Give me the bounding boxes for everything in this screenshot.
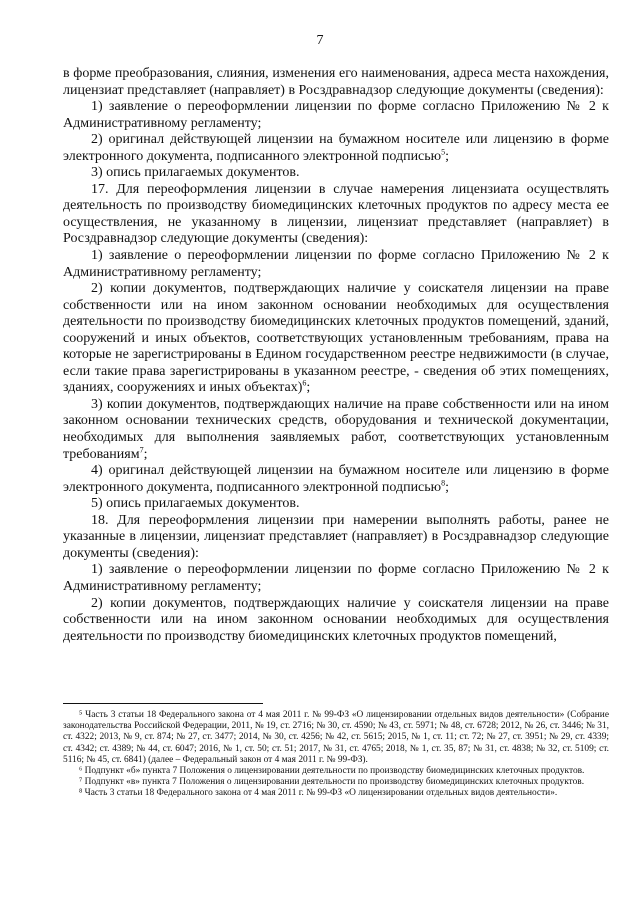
list-item: 5) опись прилагаемых документов. xyxy=(91,496,300,512)
footnote-ref: 5 xyxy=(441,147,446,157)
paragraph: 18. Для переоформления лицензии при намерении выполнять работы, ранее не указанные в лицензии, лицензиат представляет (направляет) в Росздравнадзор следующие документы (сведения): xyxy=(63,512,609,561)
paragraph-punct: ; xyxy=(445,479,450,495)
footnote-ref: 8 xyxy=(441,478,446,488)
list-item: 2) копии документов, подтверждающих наличие у соискателя лицензии на праве собственности или на ином законном основании необходимых для осуществления деятельности по производству биомедицинских клеточных продуктов помещений, xyxy=(63,595,609,644)
paragraph-text: 3) копии документов, подтверждающих наличие на праве собственности или на ином законном основании технических средств, оборудования и технической документации, необходимых для выполнения заявляемых работ, соответствующих установленным требованиям xyxy=(63,396,609,462)
list-item xyxy=(63,132,609,165)
footnotes xyxy=(63,710,609,800)
paragraph-text: 2) оригинал действующей лицензии на бумажном носителе или лицензию в форме электронного документа, подписанного электронной подписью xyxy=(63,132,609,164)
list-item: 3) опись прилагаемых документов. xyxy=(91,165,300,181)
footnote: ⁵ Часть 3 статьи 18 Федерального закона от 4 мая 2011 г. № 99-ФЗ «О лицензировании отдельных видов деятельности» (Собрание законодательства Российской Федерации, 2011, № 19, ст. 2716; № 30, ст. 4590; № 43, ст. 5971; № 48, ст. 6728; 2012, № 26, ст. 3446; № 31, ст. 4322; 2013, № 9, ст. 874; № 27, ст. 3477; 2014, № 30, ст. 4256; № 42, ст. 5615; 2015, № 1, ст. 11; ст. 72; № 27, ст. 3951; № 29, ст. 4339; ст. 4342; ст. 4389; № 44, ст. 6047; 2016, № 1, ст. 50; ст. 51; 2017, № 31, ст. 4765; 2018, № 1, ст. 35, 87; № 31, ст. 4838; № 32, ст. 5109; ст. 5116; № 45, ст. 6841) (далее – Федеральный закон от 4 мая 2011 г. № 99-ФЗ). xyxy=(63,710,609,765)
paragraph-punct: ; xyxy=(306,380,311,396)
paragraph: 17. Для переоформления лицензии в случае намерения лицензиата осуществлять деятельность по производству биомедицинских клеточных продуктов по адресу места ее осуществления, не указанному в лицензии, лицензиат представляет (направляет) в Росздравнадзор следующие документы (сведения): xyxy=(63,181,609,247)
body-text xyxy=(63,66,609,645)
footnote: ⁷ Подпункт «в» пункта 7 Положения о лицензировании деятельности по производству биомедицинских клеточных продуктов. xyxy=(79,777,585,788)
list-item xyxy=(63,397,609,463)
footnote: ⁸ Часть 3 статьи 18 Федерального закона от 4 мая 2011 г. № 99-ФЗ «О лицензировании отдельных видов деятельности». xyxy=(79,788,558,799)
footnote-ref: 6 xyxy=(302,378,307,388)
footnote-separator xyxy=(63,703,263,704)
paragraph-text: 2) копии документов, подтверждающих наличие у соискателя лицензии на праве собственности или на ином законном основании необходимых для осуществления деятельности по производству биомедицинских клеточных продуктов помещений, зданий, сооружений и иных объектов, соответствующих установленным требованиям, права на которые не зарегистрированы в Едином государственном реестре недвижимости (в случае, если такие права зарегистрированы в указанном реестре, - сведения об этих помещениях, зданиях, сооружениях и иных объектах) xyxy=(63,281,609,396)
page-number: 7 xyxy=(316,33,324,48)
list-item xyxy=(63,281,609,397)
paragraph-text: 4) оригинал действующей лицензии на бумажном носителе или лицензию в форме электронного документа, подписанного электронной подписью xyxy=(63,463,609,495)
paragraph-punct: ; xyxy=(445,148,450,164)
list-item: 1) заявление о переоформлении лицензии по форме согласно Приложению № 2 к Административному регламенту; xyxy=(63,99,609,131)
list-item: 1) заявление о переоформлении лицензии по форме согласно Приложению № 2 к Административному регламенту; xyxy=(63,248,609,280)
list-item: 1) заявление о переоформлении лицензии по форме согласно Приложению № 2 к Административному регламенту; xyxy=(63,562,609,594)
footnote-ref: 7 xyxy=(139,444,144,454)
paragraph: в форме преобразования, слияния, изменения его наименования, адреса места нахождения, лицензиат представляет (направляет) в Росздравнадзор следующие документы (сведения): xyxy=(63,66,609,98)
list-item xyxy=(63,463,609,496)
footnote: ⁶ Подпункт «б» пункта 7 Положения о лицензировании деятельности по производству биомедицинских клеточных продуктов. xyxy=(79,766,585,777)
paragraph-punct: ; xyxy=(143,446,148,462)
